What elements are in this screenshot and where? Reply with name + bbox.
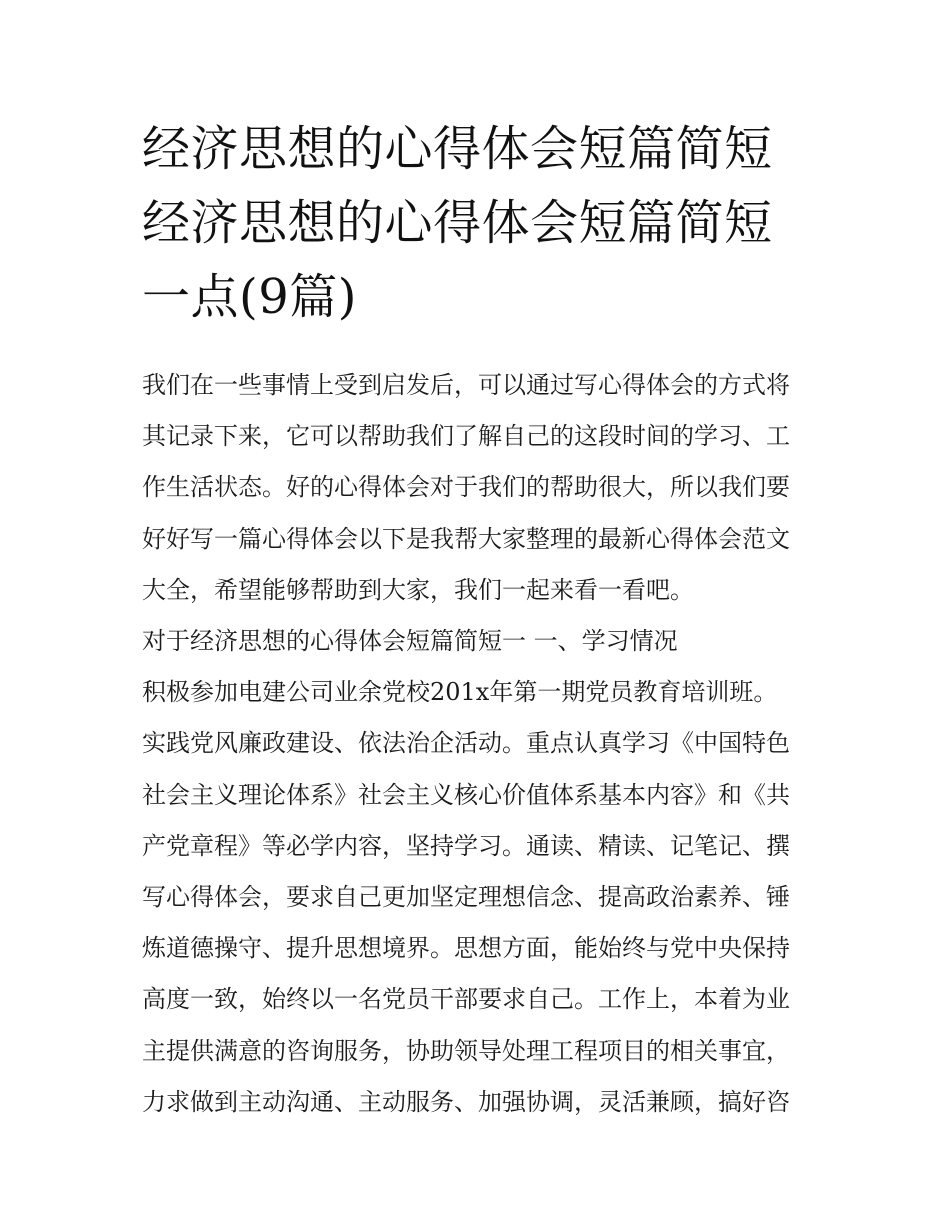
study-paragraph: [142, 667, 814, 718]
document-title: [142, 112, 822, 334]
title-line: 经济思想的心得体会短篇简短: [142, 121, 773, 177]
intro-line: 好好写一篇心得体会以下是我帮大家整理的最新心得体会范文: [142, 524, 790, 553]
practice-line: 力求做到主动沟通、主动服务、加强协调，灵活兼顾，搞好咨: [142, 1087, 790, 1116]
section-heading: [142, 616, 814, 667]
practice-line: 写心得体会，要求自己更加坚定理想信念、提高政治素养、锤: [142, 883, 790, 912]
practice-line: 产党章程》等必学内容，坚持学习。通读、精读、记笔记、撰: [142, 831, 790, 860]
intro-line: 其记录下来，它可以帮助我们了解自己的这段时间的学习、工: [142, 422, 790, 451]
practice-line: 主提供满意的咨询服务，协助领导处理工程项目的相关事宜，: [142, 1036, 790, 1065]
practice-line: 实践党风廉政建设、依法治企活动。重点认真学习《中国特色: [142, 729, 790, 758]
intro-line: 我们在一些事情上受到启发后，可以通过写心得体会的方式将: [142, 371, 790, 399]
practice-line: 高度一致，始终以一名党员干部要求自己。工作上，本着为业: [142, 985, 790, 1014]
intro-line: 作生活状态。好的心得体会对于我们的帮助很大，所以我们要: [142, 473, 790, 502]
study-line: 积极参加电建公司业余党校201x年第一期党员教育培训班。: [142, 678, 778, 707]
title-line: 一点(9篇): [142, 269, 357, 325]
practice-line: 炼道德操守、提升思想境界。思想方面，能始终与党中央保持: [142, 934, 790, 963]
section-heading-text: 对于经济思想的心得体会短篇简短一 一、学习情况: [142, 627, 678, 656]
intro-line: 大全，希望能够帮助到大家，我们一起来看一看吧。: [142, 575, 694, 604]
intro-paragraph: [142, 360, 814, 616]
practice-paragraph: [142, 718, 814, 1128]
document-body: [142, 360, 814, 1128]
title-line: 经济思想的心得体会短篇简短: [142, 195, 773, 251]
practice-line: 社会主义理论体系》社会主义核心价值体系基本内容》和《共: [142, 780, 790, 809]
